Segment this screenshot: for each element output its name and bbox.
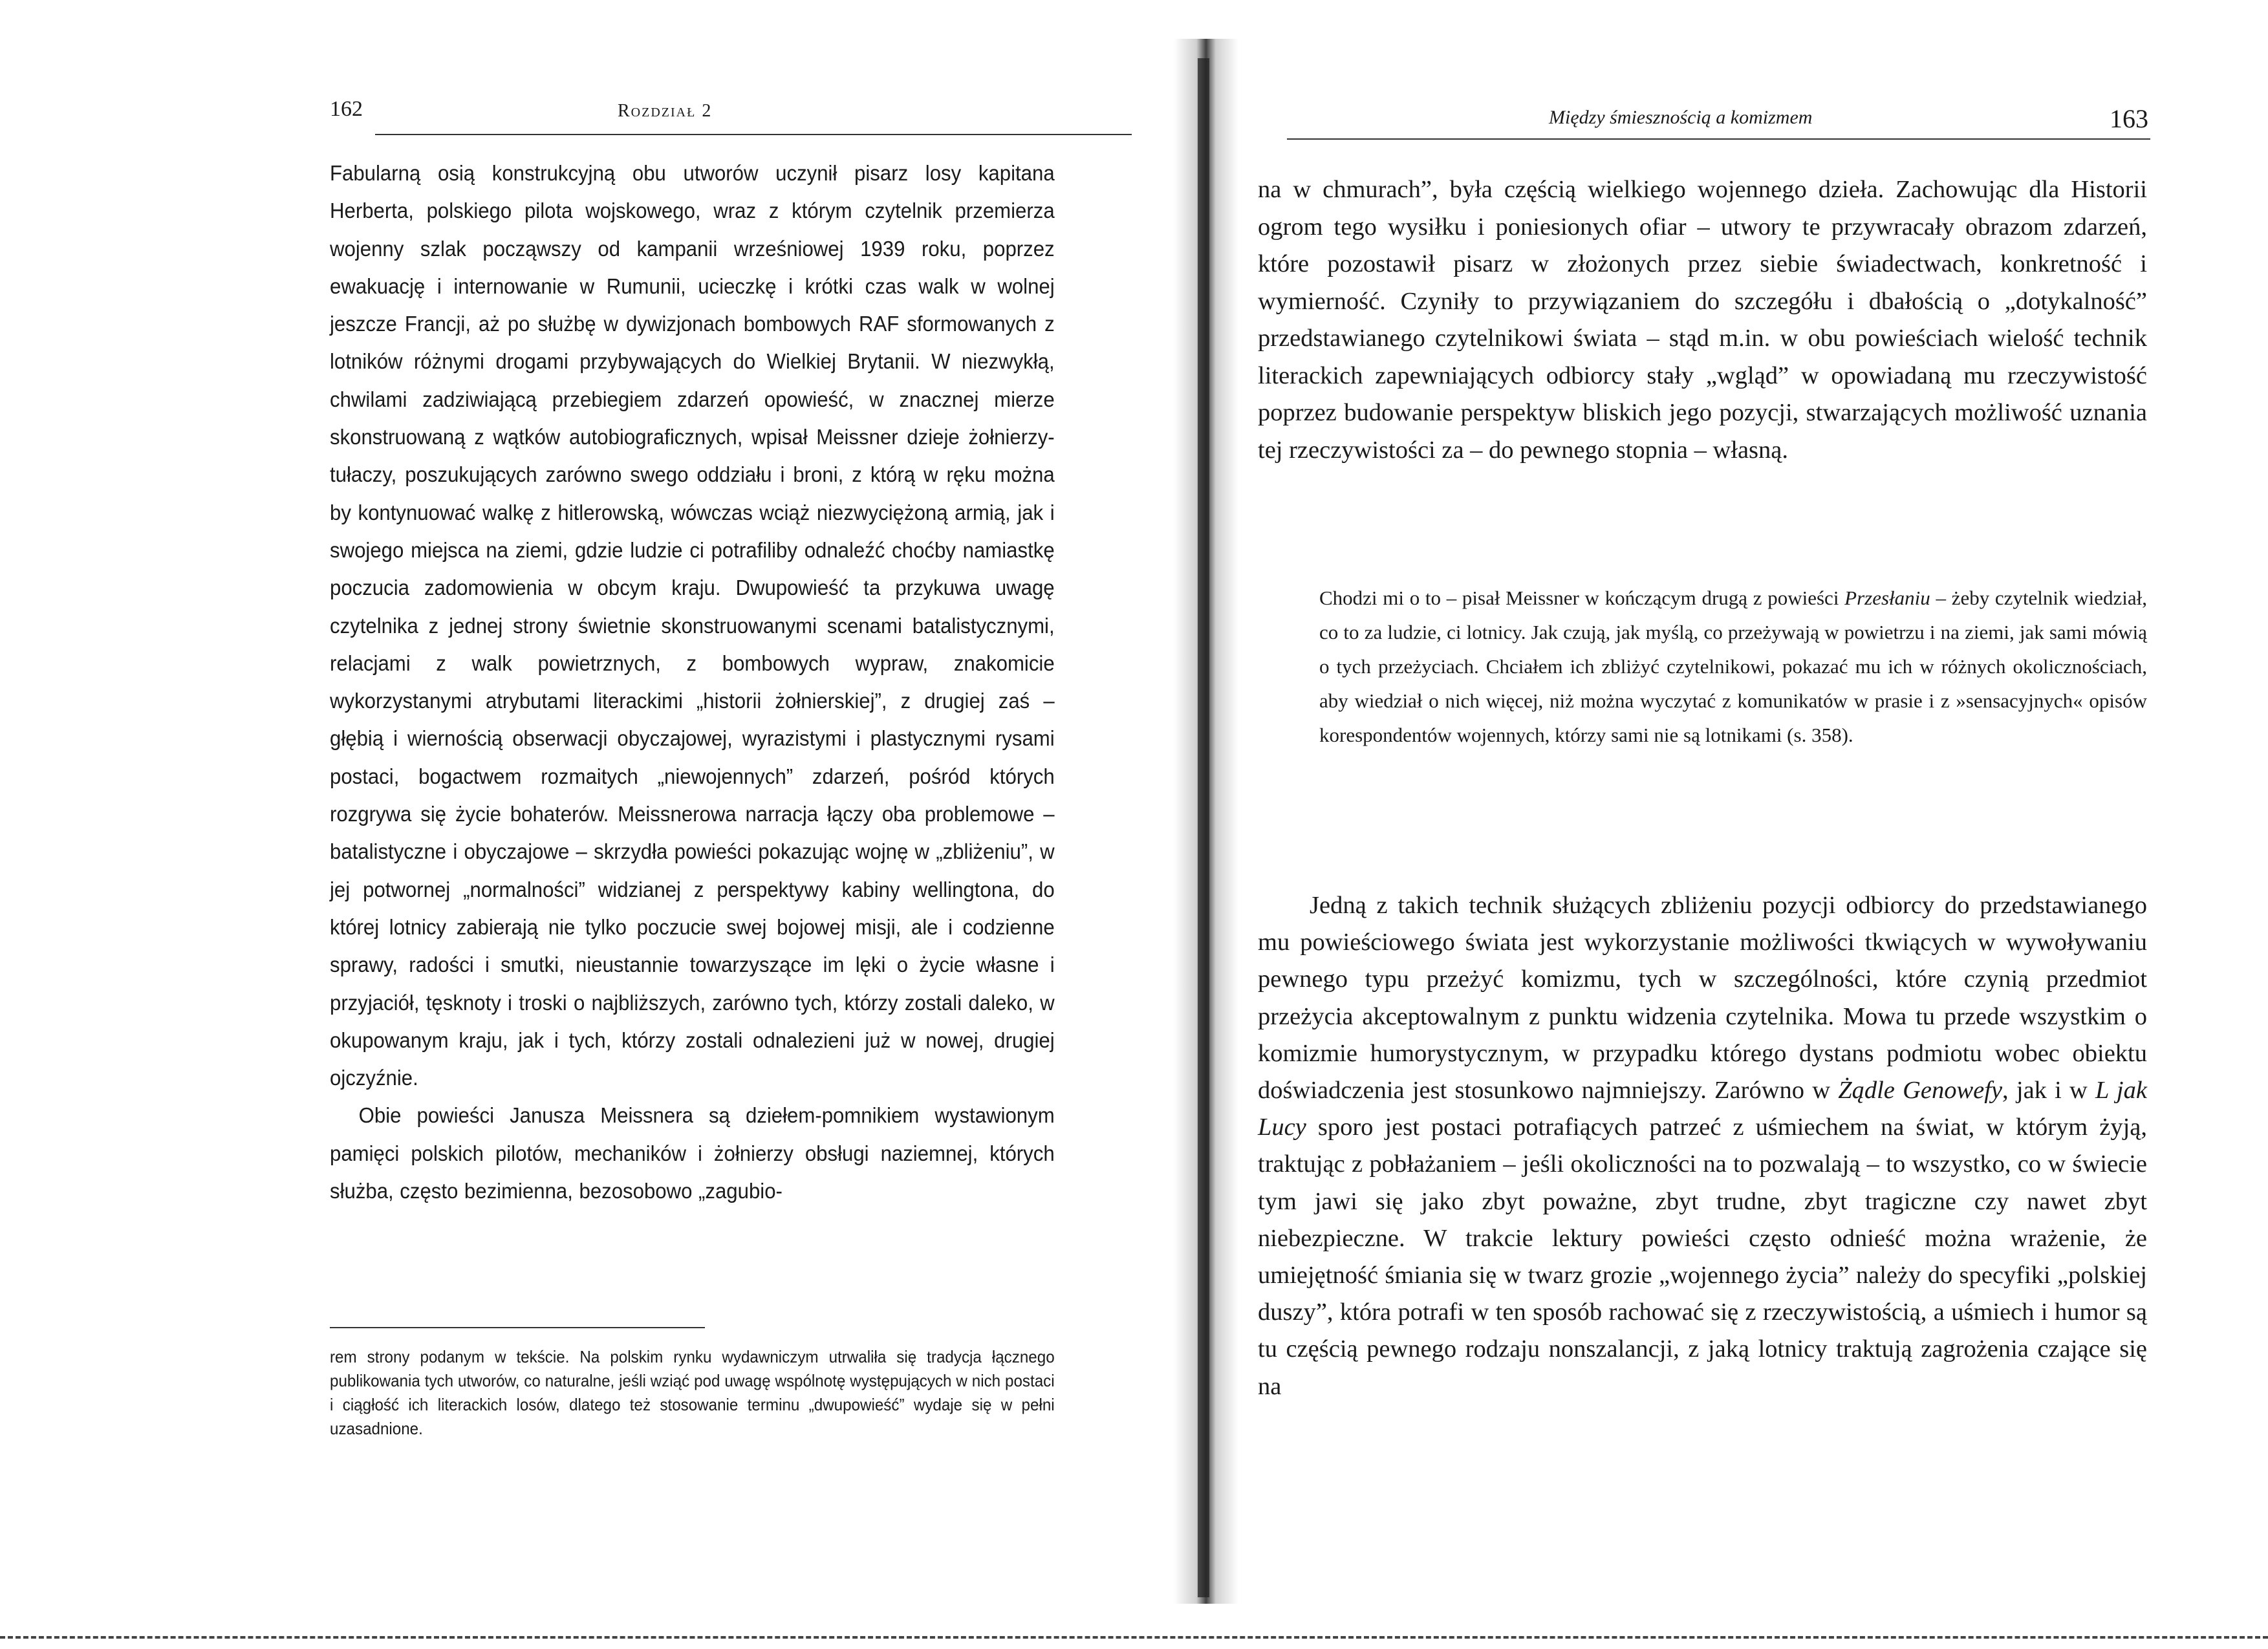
quote-title: Przesłaniu <box>1844 587 1930 609</box>
left-page-body <box>330 155 1055 1211</box>
scan-bottom-edge <box>0 1636 2268 1643</box>
book-binding <box>1198 58 1209 1597</box>
quote-text-start: Chodzi mi o to – pisał Meissner w kończącym drugą z powieści <box>1319 587 1845 609</box>
left-running-head: Rozdział 2 <box>618 101 713 121</box>
quote-text <box>1319 581 2147 752</box>
book-title-zadlo-genowefy: Żądle Genowefy <box>1838 1077 2003 1105</box>
left-page-number: 162 <box>330 97 363 121</box>
right-page-body-bottom <box>1258 887 2147 1405</box>
book-title-l-jak-lucy: L jak Lucy <box>1258 1077 2147 1141</box>
left-footnote <box>330 1345 1055 1441</box>
left-paragraph-1: Fabularną osią konstrukcyjną obu utworów uczynił pisarz losy kapitana Herberta, polskiego pilota wojskowego, wraz z którym czytelnik przemierza wojenny szlak począwszy od kampanii wrześniowej 1939 roku, poprzez ewakuację i internowanie w Rumunii, ucieczkę i krótki czas walk w wolnej jeszcze Francji, aż po służbę w dywizjonach bombowych RAF sformowanych z lotników różnymi drogami przybywających do Wielkiej Brytanii. W niezwykłą, chwilami zadziwiającą przebiegiem zdarzeń opowieść, w znacznej mierze skonstruowaną z wątków autobiograficznych, wpisał Meissner dzieje żołnierzy-tułaczy, poszukujących zarówno swego oddziału i broni, z którą w ręku można by kontynuować walkę z hitlerowską, wówczas wciąż niezwyciężoną armią, jak i swojego miejsca na ziemi, gdzie ludzie ci potrafiliby odnaleźć choćby namiastkę poczucia zadomowienia w obcym kraju. Dwupowieść ta przykuwa uwagę czytelnika z jednej strony świetnie skonstruowanymi scenami batalistycznymi, relacjami z walk powietrznych, z bombowych wypraw, znakomicie wykorzystanymi atrybutami literackimi „historii żołnierskiej”, z drugiej zaś – głębią i wiernością obserwacji obyczajowej, wyrazistymi i plastycznymi rysami postaci, bogactwem rozmaitych „niewojennych” zdarzeń, pośród których rozgrywa się życie bohaterów. Meissnerowa narracja łączy oba problemowe – batalistyczne i obyczajowe – skrzydła powieści pokazując wojnę w „zbliżeniu”, w jej potwornej „normalności” widzianej z perspektywy kabiny wellingtona, do której lotnicy zabierają nie tylko poczucie swej bojowej misji, ale i codzienne sprawy, radości i smutki, nieustannie towarzyszące im lęki o życie własne i przyjaciół, tęsknoty i troski o najbliższych, zarówno tych, którzy zostali daleko, w okupowanym kraju, jak i tych, którzy zostali odnalezieni już w nowej, drugiej ojczyźnie. <box>330 162 1055 1091</box>
right-paragraph-2-part-b: , jak i w <box>2002 1077 2096 1105</box>
footnote-rule <box>330 1327 705 1328</box>
block-quote <box>1319 581 2147 752</box>
quote-text-end: – żeby czytelnik wiedział, co to za ludzie, ci lotnicy. Jak czują, jak myślą, co przeżywają w powietrzu i na ziemi, jak sami mówią o tych przeżyciach. Chciałem ich zbliżyć czytelnikowi, pokazać mu ich w różnych okolicznościach, aby wiedział o nich więcej, niż można wyczytać z komunikatów w prasie i z »sensacyjnych« opisów korespondentów wojennych, którzy sami nie są lotnikami (s. 358). <box>1319 587 2147 746</box>
left-header-rule <box>375 134 1132 135</box>
right-header-rule <box>1287 138 2150 140</box>
right-paragraph-1: na w chmurach”, była częścią wielkiego wojennego dzieła. Zachowując dla Historii ogrom tego wysiłku i poniesionych ofiar – utwory te przywracały obrazom zdarzeń, które pozostawił pisarz w złożonych przez siebie świadectwach, konkretność i wymierność. Czyniły to przywiązaniem do szczegółu i dbałością o „dotykalność” przedstawianego czytelnikowi świata – stąd m.in. w obu powieściach wielość technik literackich zapewniających odbiorcy stały „wgląd” w opowiadaną mu rzeczywistość poprzez budowanie perspektyw bliskich jego pozycji, stwarzających możliwość uznania tej rzeczywistości za – do pewnego stopnia – własną. <box>1258 176 2147 464</box>
right-paragraph-2-part-a: Jedną z takich technik służących zbliżeniu pozycji odbiorcy do przedstawianego mu powieściowego świata jest wykorzystanie możliwości tkwiących w wywoływaniu pewnego typu przeżyć komizmu, tych w szczególności, które czynią przedmiot przeżycia akceptowalnym z punktu widzenia czytelnika. Mowa tu przede wszystkim o komizmie humorystycznym, w przypadku którego dystans podmiotu wobec obiektu doświadczenia jest stosunkowo najmniejszy. Zarówno w <box>1258 892 2147 1105</box>
right-paragraph-2-part-c: sporo jest postaci potrafiących patrzeć z uśmiechem na świat, w którym żyją, traktując z pobłażaniem – jeśli okoliczności na to pozwalają – to wszystko, co w świecie tym jawi się jako zbyt poważne, zbyt trudne, zbyt tragiczne czy nawet zbyt niebezpieczne. W trakcie lektury powieści często odnieść można wrażenie, że umiejętność śmiania się w twarz grozie „wojennego życia” należy do specyfiki „polskiej duszy”, która potrafi w ten sposób rachować się z rzeczywistością, a uśmiech i humor są tu częścią pewnego rodzaju nonszalancji, z jaką lotnicy traktują zagrożenia czające się na <box>1258 1114 2147 1400</box>
right-page-number: 163 <box>2110 104 2148 133</box>
footnote-text: rem strony podanym w tekście. Na polskim rynku wydawniczym utrwaliła się tradycja łącznego publikowania tych utworów, co naturalne, jeśli wziąć pod uwagę wspólnotę występujących w nich postaci i ciągłość ich literackich losów, dlatego też stosowanie terminu „dwupowieść” wydaje się w pełni uzasadnione. <box>330 1347 1055 1438</box>
right-page-body-top <box>1258 171 2147 469</box>
left-paragraph-2: Obie powieści Janusza Meissnera są dziełem-pomnikiem wystawionym pamięci polskich pilotów, mechaników i żołnierzy obsługi naziemnej, których służba, często bezimienna, bezosobowo „zagubio- <box>330 1104 1055 1204</box>
right-running-head: Między śmiesznością a komizmem <box>1549 107 1813 128</box>
right-paragraph-2 <box>1258 887 2147 1405</box>
